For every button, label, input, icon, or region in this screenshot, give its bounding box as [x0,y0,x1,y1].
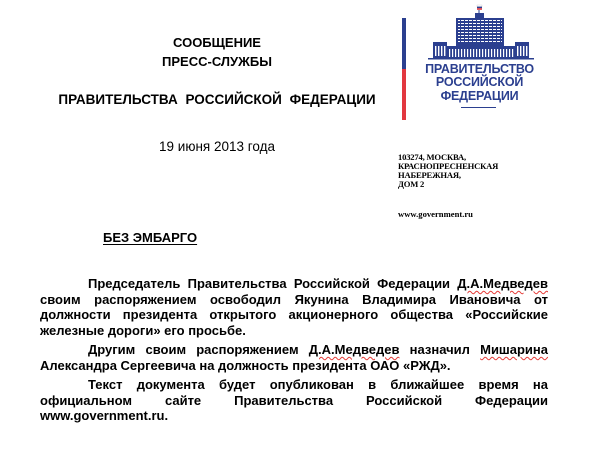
flag-stripe-red [402,69,406,120]
header-line-press-service: ПРЕСС-СЛУЖБЫ [162,54,272,69]
address-website-link[interactable]: www.government.ru [398,209,473,219]
logo-text-line2: РОССИЙСКОЙ [435,75,524,89]
header-line-government: ПРАВИТЕЛЬСТВА РОССИЙСКОЙ ФЕДЕРАЦИИ [58,92,376,107]
header-line-soobshchenie: СООБЩЕНИЕ [173,35,261,50]
flag-stripe-blue [402,18,406,69]
logo-text-line3: ФЕДЕРАЦИИ [440,89,519,103]
name-medvedev: Д.А.Медведев [308,342,400,357]
name-misharin: Мишарина [480,342,549,357]
name-medvedev: Д.А.Медведев [457,276,548,291]
paragraph-2-text-mid: назначил [399,342,481,357]
paragraph-1 [40,276,548,338]
paragraph-2 [40,342,548,373]
document-date: 19 июня 2013 года [159,139,275,154]
paragraph-1-text-end: своим распоряжением освободил Якунина Владимира Ивановича от должности президента открытого акционерного общества «Российские железные дороги» его просьбе. [40,291,548,338]
paragraph-3: Текст документа будет опубликован в ближайшее время на официальном сайте Правительства Российской Федерации www.government.ru. [40,377,548,423]
paragraph-2-text-start: Другим своим распоряжением [88,342,309,357]
paragraph-2-text-end: Александра Сергеевича на должность президента ОАО «РЖД». [40,357,451,373]
government-building-icon [425,2,537,60]
address-line-2: КРАСНОПРЕСНЕНСКАЯ [398,161,499,171]
logo-text-line1: ПРАВИТЕЛЬСТВО [425,62,534,76]
address-line-3: НАБЕРЕЖНАЯ, [398,170,461,180]
paragraph-1-text-start: Председатель Правительства Российской Федерации [88,276,458,291]
logo-underline [461,107,496,108]
embargo-label: БЕЗ ЭМБАРГО [103,230,198,245]
address-line-4: ДОМ 2 [398,179,425,189]
address-line-1: 103274, МОСКВА, [398,152,466,162]
